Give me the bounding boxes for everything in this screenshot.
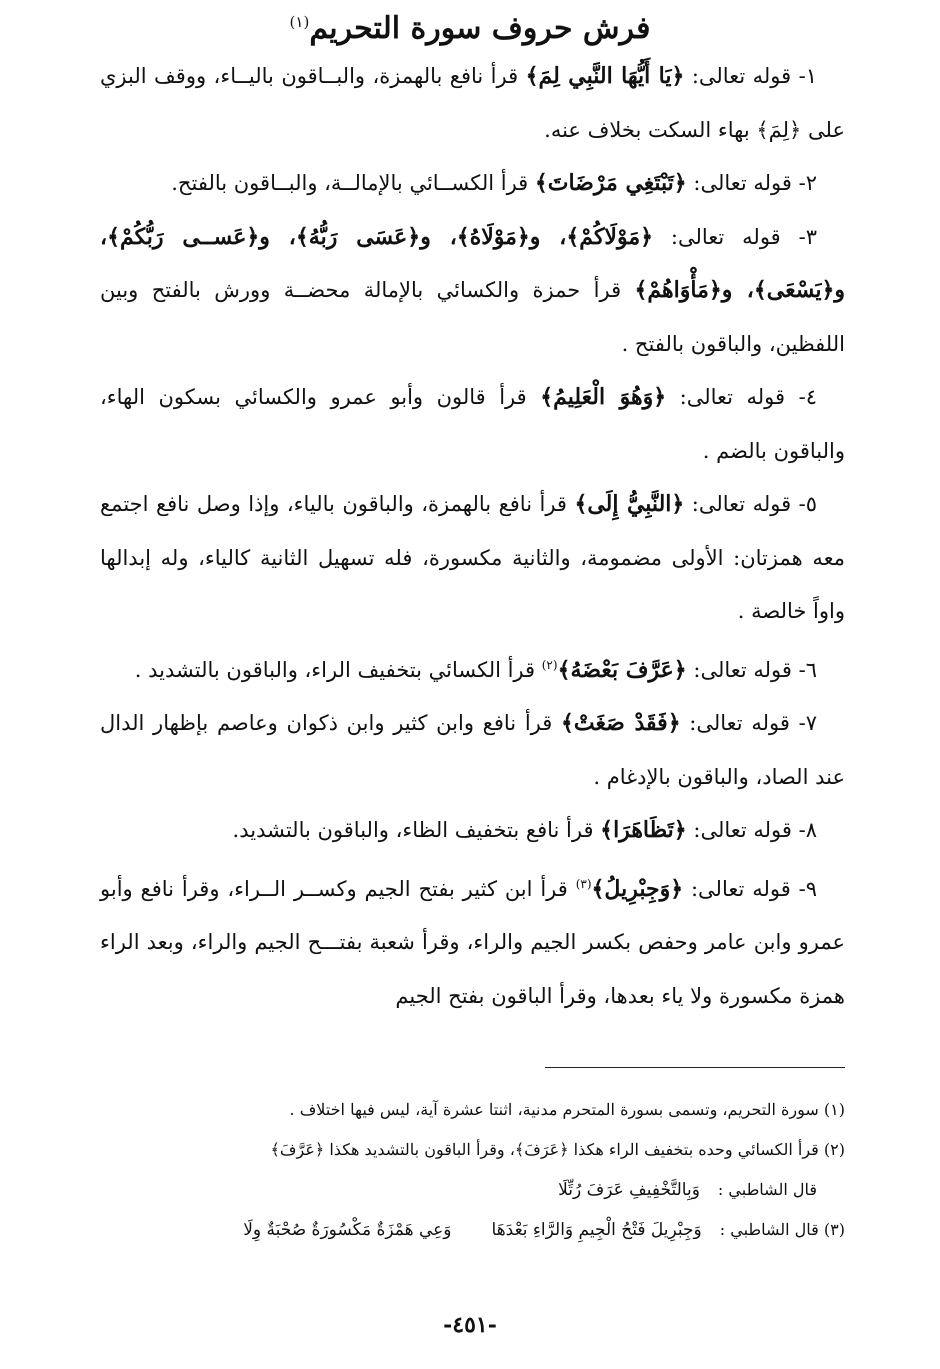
footnote-2-label: قال الشاطبي :	[717, 1180, 817, 1199]
page-title	[0, 2, 940, 49]
footnote-1: (١) سورة التحريم، وتسمى بسورة المتحرم مدنية، اثنتا عشرة آية، ليس فيها اختلاف .	[289, 1100, 845, 1119]
paragraph-text: قرأ الكسائي بتخفيف الراء، والباقون بالتشديد .	[134, 657, 542, 682]
footnote-2: (٢) قرأ الكسائي وحده بتخفيف الراء هكذا ﴿عَرَفَ﴾، وقرأ الباقون بالتشديد هكذا ﴿عَرَّفَ﴾	[270, 1140, 845, 1159]
footnote-separator	[545, 1067, 845, 1068]
paragraph-intro: ٤- قوله تعالى:	[666, 385, 817, 409]
quran-quote: ﴿يَا أَيُّهَا النَّبِي لِمَ﴾	[525, 63, 685, 89]
paragraph-intro: ٣- قوله تعالى:	[653, 224, 817, 249]
quran-quote: ﴿عَرَّفَ بَعْضَهُ﴾	[557, 656, 687, 683]
paragraph-intro: ٧- قوله تعالى:	[680, 711, 817, 735]
quran-quote: ﴿مَوْلَاكُمْ﴾، و﴿مَوْلَاهُ﴾، و﴿عَسَى رَبُّهُ﴾، و﴿عَســى رَبُّكُمْ﴾، و﴿يَسْعَى﴾، و﴿مَأْوَاهُمْ﴾	[100, 223, 845, 303]
footnote-3-verse-first-hemistich: وَجِبْرِيلَ فَتْحُ الْجِيمِ وَالرَّاءِ بَعْدَهَا	[491, 1220, 702, 1240]
paragraph-9	[100, 858, 845, 1024]
paragraph-text: قرأ نافع بالهمزة، والباقون بالياء، وإذا وصل نافع اجتمع معه همزتان: الأولى مضمومة، والثانية مكسورة، فله تسهيل الثانية كالياء، وله إبدالها واواً خالصة .	[100, 492, 845, 623]
paragraph-intro: ٥- قوله تعالى:	[684, 492, 817, 516]
title-text: فرش حروف سورة التحريم	[309, 11, 651, 46]
quran-quote: ﴿النَّبِيُّ إِلَى﴾	[574, 491, 685, 517]
title-footnote-marker: (١)	[289, 13, 310, 31]
paragraph-text: قرأ نافع بتخفيف الظاء، والباقون بالتشديد.	[232, 818, 601, 842]
main-text	[100, 50, 845, 1023]
paragraph-text: قرأ نافع وابن كثير وابن ذكوان وعاصم بإظهار الدال عند الصاد، والباقون بالإدغام .	[100, 711, 845, 789]
paragraph-8	[100, 804, 845, 858]
paragraph-3	[100, 211, 845, 372]
paragraph-intro: ٢- قوله تعالى:	[686, 171, 817, 195]
quran-quote: ﴿وَجِبْرِيلُ﴾	[591, 875, 684, 902]
paragraph-text: قرأ حمزة والكسائي بالإمالة محضــة وورش بالفتح وبين اللفظين، والباقون بالفتح .	[100, 278, 845, 356]
paragraph-text: قرأ ابن كثير بفتح الجيم وكســر الــراء، وقرأ نافع وأبو عمرو وابن عامر وحفص بكسر الجيم والراء، وقرأ شعبة بفتـــح الجيم والراء، وبعد الراء همزة مكسورة ولا ياء بعدها، وقرأ الباقون بفتح الجيم	[100, 876, 845, 1008]
footnote-2-verse-line	[100, 1170, 845, 1210]
paragraph-intro: ٨- قوله تعالى:	[686, 818, 817, 842]
paragraph-6	[100, 639, 845, 698]
paragraph-text: قرأ الكســائي بالإمالــة، والبــاقون بالفتح.	[171, 171, 535, 195]
paragraph-intro: ١- قوله تعالى:	[684, 64, 817, 88]
paragraph-1	[100, 50, 845, 157]
footnote-marker: (٣)	[575, 876, 592, 891]
paragraph-intro: ٦- قوله تعالى:	[686, 657, 817, 682]
paragraph-text: قرأ نافع بالهمزة، والبــاقون باليــاء، ووقف البزي على ﴿لِمَ﴾ بهاء السكت بخلاف عنه.	[100, 64, 845, 142]
quran-quote: ﴿تَبْتَغِي مَرْضَاتَ﴾	[534, 170, 687, 196]
quran-quote: ﴿فَقَدْ صَغَتْ﴾	[561, 710, 681, 736]
page-number: -٤٥١-	[443, 1312, 497, 1338]
footnote-3-label: (٣) قال الشاطبي :	[719, 1220, 845, 1239]
footnote-3	[100, 1210, 845, 1250]
quran-quote: ﴿تَظَاهَرَا﴾	[600, 817, 687, 843]
paragraph-5	[100, 478, 845, 639]
footnote-2-verse: وَبِالتَّخْفِيفِ عَرَفَ رُتِّلَا	[558, 1180, 700, 1200]
footnotes	[100, 1090, 845, 1250]
paragraph-4	[100, 371, 845, 478]
paragraph-text: قرأ قالون وأبو عمرو والكسائي بسكون الهاء، والباقون بالضم .	[100, 385, 845, 463]
paragraph-2	[100, 157, 845, 211]
paragraph-7	[100, 697, 845, 804]
paragraph-intro: ٩- قوله تعالى:	[683, 876, 817, 901]
footnote-3-verse-second-hemistich: وَعِي هَمْزَةٌ مَكْسُورَةٌ صُحْبَةٌ وِلَا	[243, 1220, 452, 1240]
footnote-marker: (٢)	[541, 657, 558, 672]
quran-quote: ﴿وَهُوَ الْعَلِيمُ﴾	[540, 384, 667, 410]
